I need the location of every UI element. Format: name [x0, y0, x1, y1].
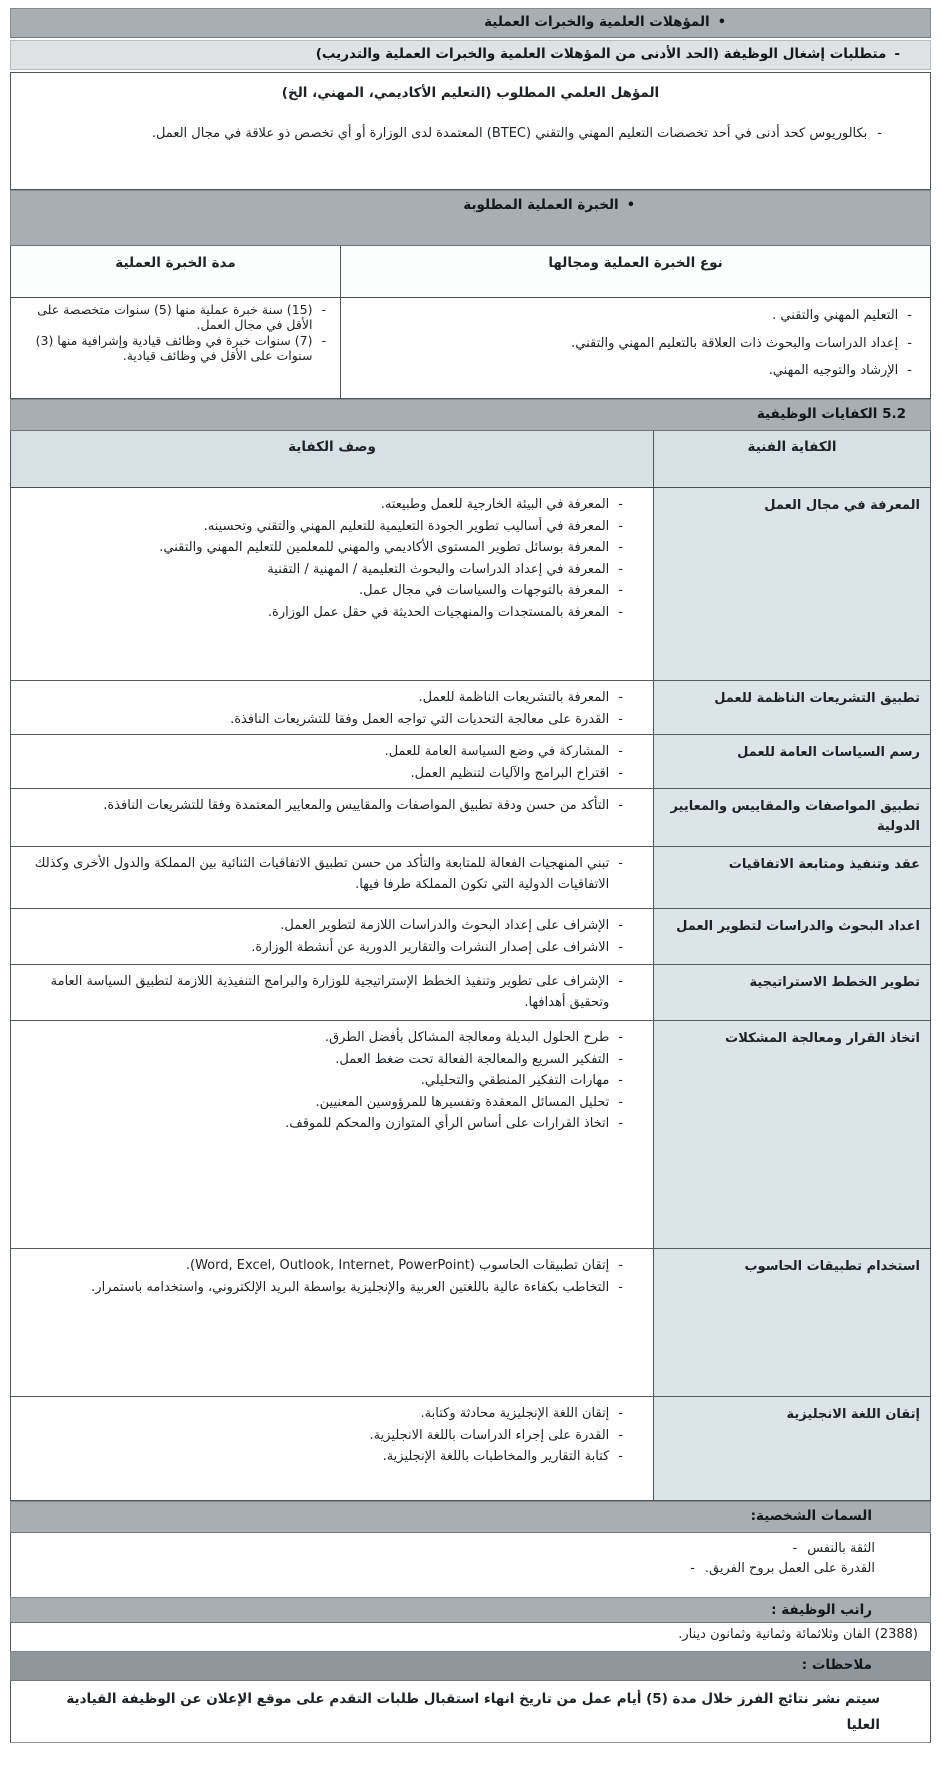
dash-bullet-icon: - [618, 1073, 623, 1089]
competency-name: استخدام تطبيقات الحاسوب [653, 1249, 930, 1396]
competency-description-list [11, 488, 653, 680]
competency-name: المعرفة في مجال العمل [653, 488, 930, 680]
competency-item-text: المعرفة بالتشريعات الناظمة للعمل. [418, 690, 610, 705]
dash-bullet-icon: - [618, 583, 623, 599]
dash-bullet-icon: - [618, 711, 623, 727]
dash-bullet-icon: - [618, 540, 623, 556]
column-header-competency-name: الكفاية الفنية [653, 431, 930, 487]
competency-row [11, 734, 930, 788]
dash-bullet-icon: - [618, 1258, 623, 1273]
experience-duration-list [11, 298, 341, 398]
section-band-label: متطلبات إشغال الوظيفة (الحد الأدنى من المؤهلات العلمية والخبرات العملية والتدريب) [315, 46, 887, 62]
competency-item [23, 1071, 623, 1092]
competency-item [23, 1028, 623, 1049]
experience-type-item [351, 361, 912, 382]
dash-bullet-icon: - [618, 690, 623, 705]
competency-item [23, 1278, 623, 1299]
section-band-label: المؤهلات العلمية والخبرات العملية [484, 14, 710, 30]
competency-item [23, 854, 623, 895]
competency-row [11, 488, 930, 680]
competency-item [23, 1256, 623, 1277]
competency-description-list [11, 681, 653, 734]
qualification-item [11, 101, 930, 146]
dash-bullet-icon: - [907, 363, 912, 379]
notes-text: سيتم نشر نتائج الفرز خلال مدة (5) أيام عمل من تاريخ انهاء استقبال طلبات التقدم على موقع الإعلان عن الوظيفة القيادية العليا [10, 1681, 931, 1743]
competency-item-text: اقتراح البرامج والآليات لتنظيم العمل. [410, 765, 610, 781]
trait-text: الثقة بالنفس [807, 1541, 875, 1556]
competency-row [11, 680, 930, 734]
section-band-label: ملاحظات : [801, 1657, 872, 1673]
competency-name: تطوير الخطط الاستراتيجية [653, 965, 930, 1020]
job-description-document [10, 8, 931, 1743]
competency-name: عقد وتنفيذ ومتابعة الاتفاقيات [653, 847, 930, 908]
dash-bullet-icon: - [618, 939, 623, 955]
competency-description-list [11, 909, 653, 964]
dash-bullet-icon: - [792, 1541, 798, 1556]
qualification-title: المؤهل العلمي المطلوب (التعليم الأكاديمي، المهني، الخ) [281, 85, 660, 101]
dash-bullet-icon: - [618, 1116, 623, 1132]
competency-description-list [11, 1249, 653, 1396]
dash-bullet-icon: - [877, 126, 882, 141]
section-band-label: الخبرة العملية المطلوبة [463, 197, 619, 213]
competency-item [23, 495, 623, 516]
competency-item-text: المشاركة في وضع السياسة العامة للعمل. [384, 744, 610, 759]
competency-row [11, 846, 930, 908]
competency-item [23, 517, 623, 538]
competency-row [11, 1248, 930, 1396]
dash-bullet-icon: - [618, 744, 623, 759]
competency-item-text: المعرفة في أساليب تطوير الجودة التعليمية للتعليم المهني والتقني وتحسينه. [203, 518, 610, 534]
section-band-requirements [10, 40, 931, 70]
competency-item [23, 688, 623, 709]
competency-item-text: المعرفة في البيئة الخارجية للعمل وطبيعته. [380, 497, 610, 512]
competency-row [11, 1020, 930, 1248]
competency-item [23, 742, 623, 763]
column-header-experience-type: نوع الخبرة العملية ومجالها [548, 255, 723, 271]
competency-item-text: المعرفة بالتوجهات والسياسات في مجال عمل. [359, 583, 610, 599]
experience-duration-text: (7) سنوات خبرة في وظائف قيادية وإشرافية منها (3) سنوات على الأقل في وظائف قيادية. [35, 332, 313, 363]
competency-description-list [11, 965, 653, 1020]
competency-item-text: الاشراف على إصدار النشرات والتقارير الدورية عن أنشطة الوزارة. [251, 939, 610, 955]
dash-bullet-icon: - [618, 1094, 623, 1110]
section-band-salary [10, 1597, 931, 1623]
dash-bullet-icon: - [321, 332, 326, 348]
competency-item-text: القدرة على إجراء الدراسات باللغة الانجليزية. [369, 1427, 610, 1443]
competency-row [11, 964, 930, 1020]
experience-type-text: إعداد الدراسات والبحوث ذات العلاقة بالتعليم المهني والتقني. [571, 335, 899, 351]
competency-name: تطبيق المواصفات والمقاييس والمعايير الدولية [653, 789, 930, 846]
competency-item-text: القدرة على معالجة التحديات التي تواجه العمل وفقا للتشريعات النافذة. [230, 711, 610, 727]
section-band-traits [10, 1501, 931, 1533]
competency-item [23, 796, 623, 817]
trait-item [31, 1559, 875, 1579]
bullet-dot-icon: • [717, 15, 726, 30]
competency-item [23, 972, 623, 1013]
section-band-competencies [10, 399, 931, 431]
dash-bullet-icon: - [618, 1406, 623, 1421]
trait-item [31, 1539, 875, 1559]
section-band-notes [10, 1651, 931, 1681]
competency-item-text: المعرفة في إعداد الدراسات والبحوث التعليمية / المهنية / التقنية [267, 561, 610, 577]
dash-bullet-icon: - [618, 1279, 623, 1295]
competency-row [11, 908, 930, 964]
competency-item-text: إتقان اللغة الإنجليزية محادثة وكتابة. [420, 1406, 610, 1421]
competency-item [23, 1426, 623, 1447]
competency-description-list [11, 735, 653, 788]
dash-bullet-icon: - [690, 1561, 695, 1577]
experience-duration-item [19, 302, 326, 333]
dash-bullet-icon: - [618, 604, 623, 620]
dash-bullet-icon: - [618, 518, 623, 534]
experience-type-list [341, 298, 930, 398]
qualification-block [10, 72, 931, 190]
competency-name: اعداد البحوث والدراسات لتطوير العمل [653, 909, 930, 964]
competency-item-text: اتخاذ القرارات على أساس الرأي المتوازن والمحكم للموقف. [285, 1116, 610, 1132]
section-band-label: راتب الوظيفة : [771, 1602, 872, 1618]
dash-bullet-icon: - [907, 308, 912, 323]
column-header-competency-description: وصف الكفاية [288, 439, 376, 455]
competency-item [23, 1404, 623, 1425]
section-band-experience [10, 190, 931, 246]
dash-bullet-icon: - [618, 1030, 623, 1045]
competency-description-list [11, 847, 653, 908]
competency-item [23, 764, 623, 785]
competency-item-text: كتابة التقارير والمخاطبات باللغة الإنجليزية. [382, 1449, 610, 1465]
competency-item-text: مهارات التفكير المنطقي والتحليلي. [420, 1073, 610, 1089]
competencies-rows [11, 488, 930, 1500]
competency-item [23, 1093, 623, 1114]
competency-item-text: طرح الحلول البديلة ومعالجة المشاكل بأفضل الطرق. [324, 1030, 610, 1045]
competency-item-text: التخاطب بكفاءة عالية باللغتين العربية والإنجليزية بواسطة البريد الإلكتروني، واستخدامه باستمرار. [91, 1279, 610, 1295]
competency-item [23, 538, 623, 559]
dash-bullet-icon: - [618, 856, 623, 871]
competency-item [23, 1447, 623, 1468]
competency-name: اتخاذ القرار ومعالجة المشكلات [653, 1021, 930, 1248]
competency-item-text: إتقان تطبيقات الحاسوب (Word, Excel, Outlook, Internet, PowerPoint). [185, 1258, 610, 1273]
competency-item-text: تبني المنهجيات الفعالة للمتابعة والتأكد من حسن تطبيق الاتفاقيات الثنائية بين المملكة والدول الأخرى وكذلك الاتفاقيات الدولية التي تكون المملكة طرفا فيها. [34, 856, 610, 892]
column-header-experience-duration: مدة الخبرة العملية [11, 246, 341, 297]
competency-item [23, 581, 623, 602]
dash-bullet-icon: - [618, 1051, 623, 1067]
competency-item-text: التأكد من حسن ودقة تطبيق المواصفات والمقاييس والمعايير المعتمدة وفقا للتشريعات النافذة. [103, 798, 610, 813]
competency-item-text: التفكير السريع والمعالجة الفعالة تحت ضغط العمل. [335, 1051, 610, 1067]
competency-item [23, 938, 623, 959]
bullet-dot-icon: • [626, 198, 635, 213]
experience-type-item [351, 306, 912, 327]
competency-item [23, 710, 623, 731]
competency-description-list [11, 1021, 653, 1248]
section-band-label: السمات الشخصية: [750, 1508, 872, 1524]
traits-block [10, 1533, 931, 1597]
competency-name: إتقان اللغة الانجليزية [653, 1397, 930, 1500]
competency-name: تطبيق التشريعات الناظمة للعمل [653, 681, 930, 734]
competency-item [23, 1114, 623, 1135]
experience-table [10, 246, 931, 399]
competency-item [23, 560, 623, 581]
dash-bullet-icon: - [321, 302, 326, 317]
competency-row [11, 788, 930, 846]
dash-bullet-icon: - [618, 918, 623, 933]
qualification-item-text: بكالوريوس كحد أدنى في أحد تخصصات التعليم المهني والتقني (BTEC) المعتمدة لدى الوزارة أو أي تخصص ذو علاقة في مجال العمل. [151, 126, 868, 141]
experience-duration-item [19, 333, 326, 364]
dash-bullet-icon: - [618, 1449, 623, 1465]
competency-description-list [11, 789, 653, 846]
section-band-label: 5.2 الكفايات الوظيفية [756, 406, 906, 422]
experience-type-text: الإرشاد والتوجيه المهني. [768, 363, 899, 379]
dash-bullet-icon: - [618, 974, 623, 989]
experience-table-body [11, 298, 930, 398]
dash-bullet-icon: - [618, 561, 623, 577]
salary-value: (2388) الفان وثلاثمائة وثمانية وثمانون دينار. [10, 1623, 931, 1651]
competency-item-text: الإشراف على تطوير وتنفيذ الخطط الإستراتيجية للوزارة والبرامج التنفيذية اللازمة لتطبيق السياسة العامة وتحقيق أهدافها. [50, 974, 610, 1010]
competency-item-text: الإشراف على إعداد البحوث والدراسات اللازمة لتطوير العمل. [280, 918, 610, 933]
trait-text: القدرة على العمل بروح الفريق. [704, 1561, 875, 1577]
section-band-qualifications [10, 8, 931, 38]
competencies-table-header [11, 431, 930, 488]
dash-bullet-icon: - [618, 1427, 623, 1443]
dash-bullet-icon: - [894, 46, 900, 62]
dash-bullet-icon: - [907, 335, 912, 351]
competency-item [23, 1050, 623, 1071]
competency-item [23, 916, 623, 937]
competency-item [23, 603, 623, 624]
competency-row [11, 1396, 930, 1500]
dash-bullet-icon: - [618, 765, 623, 781]
experience-table-header [11, 246, 930, 298]
competency-name: رسم السياسات العامة للعمل [653, 735, 930, 788]
dash-bullet-icon: - [618, 798, 623, 813]
competency-item-text: تحليل المسائل المعقدة وتفسيرها للمرؤوسين المعنيين. [315, 1094, 610, 1110]
competency-description-list [11, 1397, 653, 1500]
competency-item-text: المعرفة بالمستجدات والمنهجيات الحديثة في حقل عمل الوزارة. [267, 604, 610, 620]
experience-type-text: التعليم المهني والتقني . [772, 308, 899, 323]
competency-item-text: المعرفة بوسائل تطوير المستوى الأكاديمي والمهني للمعلمين للتعليم المهني والتقني. [159, 540, 610, 556]
experience-duration-text: (15) سنة خبرة عملية منها (5) سنوات متخصصة على الأقل في مجال العمل. [37, 302, 313, 333]
dash-bullet-icon: - [618, 497, 623, 512]
experience-type-item [351, 334, 912, 355]
competencies-table [10, 431, 931, 1501]
